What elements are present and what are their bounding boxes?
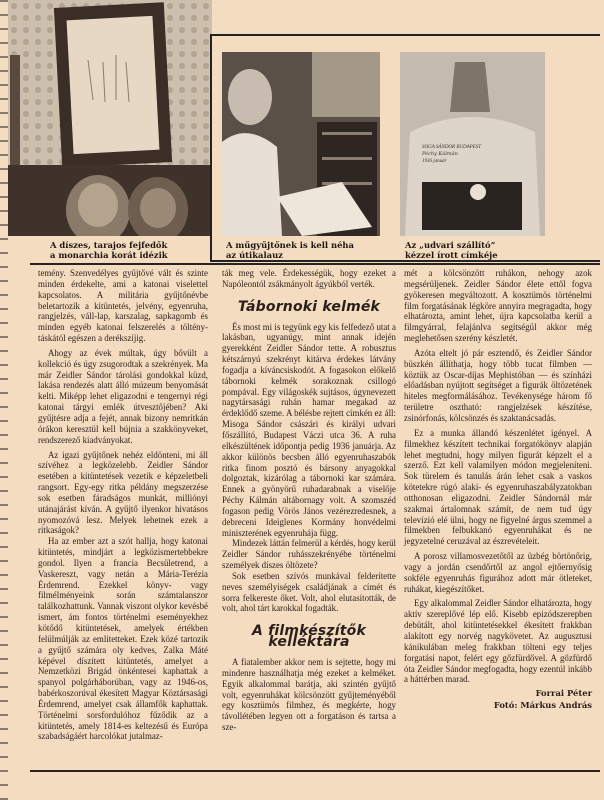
photo-collector-reading bbox=[222, 52, 380, 236]
paragraph: Mindezek láttán felmerül a kérdés, hogy kerül Zeidler Sándor ruhásszekrényébe történelmi személyek díszes öltözete? bbox=[222, 538, 396, 571]
author-byline: Forrai Péter bbox=[535, 688, 592, 699]
section-heading: Tábornoki kelmék bbox=[237, 298, 381, 315]
article-column-1 bbox=[38, 268, 208, 742]
tag-line: SOGA SÁNDOR BUDAPEST bbox=[422, 145, 482, 150]
caption-line: A műgyűjtőnek is kell néha bbox=[226, 240, 354, 250]
paragraph: ták meg vele. Érdekességük, hogy ezeket a Napóleontól zsákmányolt ágyúkból verték. bbox=[222, 268, 396, 289]
paragraph: A fiatalember akkor nem is sejtette, hogy mi mindenre használhatja még ezeket a kelméket. Egyik alkalommal barátja, aki szintén gyűjtő volt, egyenruhákat kölcsönzött gyűjteményéből egy kosztümös filmhez, és megkérte, hogy távollétében legyen ott a forgatáson és tartsa a sze- bbox=[222, 657, 396, 733]
caption-line: Az „udvari szállító” bbox=[405, 240, 496, 250]
caption-right bbox=[405, 240, 498, 260]
paragraph: Sok esetben szívós munkával felderítette neves személyiségek családjának a címét és sorra felkereste őket. Volt, ahol elutasították, de volt, ahol tárt karokkal fogadták. bbox=[222, 570, 396, 614]
article-column-2 bbox=[222, 268, 396, 733]
paragraph: mét a kölcsönzött ruhákon, nehogy azok megsérüljenek. Zeidler Sándor élete ettől fogva gyökeresen megváltozott. A kosztümös történelmi film forgatásának légköre annyira megragadta, hogy elhatározta, amint lehet, újra kapcsolatba kerül a filmgyárral, felajánlva segítségül akkor még meglehetősen szerény készletét. bbox=[404, 268, 592, 344]
caption-middle bbox=[226, 240, 354, 260]
paragraph: Azóta eltelt jó pár esztendő, és Zeidler Sándor büszkén állíthatja, hogy több tucat filmben — köztük az Oscar-díjas Mephistóban — és színházi előadásban nyújtott segítséget a figurák öltözetének hiteles megformálásához. Tevékenysége három fő területre osztható: rangjelzések készítése, zsinórfonás, kölcsönzés és szaktanácsadás. bbox=[404, 347, 592, 423]
section-heading: A filmkészítők kelléktára bbox=[252, 623, 366, 651]
top-rule bbox=[30, 263, 600, 265]
paragraph: Ez a munka állandó készenlétet igényel. A filmekhez készített technikai forgatókönyv alapján lehet megtudni, hogy milyen figurát képzelt el a szerző. Ezt kell valamilyen módon megjeleníteni. Sok türelem és tanulás árán lehet csak a vaskos kötetekre rúgó alaki- és egyenruhaszabályzatokban otthonosan eligazodni. Zeidler Sándornál már szakmai ártalomnak számít, de nem tud úgy televízió elé ülni, hogy ne figyelné árgus szemmel a filmekben felbukkanó egyenruhákat és ne jegyzetelné ceruzával az észrevételeit. bbox=[404, 427, 592, 547]
article-column-3 bbox=[404, 268, 592, 711]
binding-holes bbox=[0, 0, 8, 800]
paragraph: Egy alkalommal Zeidler Sándor elhatározta, hogy aktív szereplővé lép elő. Kisebb epizódszerepben debütált, ahol kitüntetésekkel ékesített frakkban alakított egy norvég nagykövetet. Az augusztusi kánikulában meleg frakkban tölteni egy teljes forgatási napot, felért egy gőzfürdővel. A gőzfürdő óta Zeidler Sándor megfogadta, hogy ezentúl inkább a háttérben marad. bbox=[404, 598, 592, 685]
photo-tailor-label bbox=[400, 52, 545, 236]
photo-helmets bbox=[8, 0, 212, 236]
caption-line: az útikalauz bbox=[226, 250, 283, 260]
paragraph: Ha az ember azt a szót hallja, hogy katonai kitüntetés, mindjárt a legközismertebbekre gondol. Ilyen a francia Becsületrend, a Vaskereszt, vagy netán a Mária-Terézia Érdemrend. Ezekkel könyv- vagy filmélményeink során számtalanszor találkozhattunk. Vannak viszont olykor kevésbé ismert, ám fontos történelmi eseményekhez kötődő kitüntetések, amelyek értékben felülmúlják az említetteket. Ezek közé tartozik a gyűjtő számára oly kedves, Zalka Máté képével díszített kitüntetés, amelyet a Nemzetközi Brigád önkéntesei kaphattak a spanyol polgárháborúban, vagy az 1946-os, babérkoszorúval ékesített Magyar Köztársasági Érdemrend, amelyet csak államfők kaphattak. Történelmi sorsfordulóhoz fűződik az a kitüntetés, amely 1814-es keltezésű és Európa szabadságáért harcolókat jutalmaz- bbox=[38, 536, 208, 742]
paragraph: És most mi is tegyünk egy kis felfedező utat a lakásban, ugyanúgy, mint annak idején gyerekként Zeidler Sándor tette. A robusztus kétszárnyú szekrényt kitárva érdekes látvány fogadja a kíváncsiskodót. A fogasokon előkelő tábornoki kelmék sorakoznak csillogó pompával. Egy világoskék sujtásos, úgynevezett nagytársasági ruhán hamar megakad az érdeklődő szeme. A bélésbe rejtett címkén ez áll: Misoga Sándor császári és királyi udvari főszállító, Budapest Váczi utca 36. A ruha elkészültének időpontja pedig 1936 januárja. Az akkor különös becsben álló egyenruhaszabók ritka finom posztó és bársony anyagokkal dolgoztak, kizárólag a tábornoki kar számára. Ennek a gyönyörű ruhadarabnak a viselője Péchy Kálmán altábornagy volt. A szomszéd fogason pedig Vörös János vezérezredesnek, a debreceni Ideiglenes Kormány honvédelmi miniszterének egyenruhája függ. bbox=[222, 321, 396, 538]
paragraph: A porosz villamosvezetőtől az üzbég börtönőrig, vagy a jordán csendőrtől az angol ejtőernyősig sokféle egyenruhás figurához adott már ötleteket, ruhákat, kiegészítőket. bbox=[404, 551, 592, 594]
bottom-rule bbox=[30, 770, 600, 772]
caption-left bbox=[50, 240, 168, 260]
caption-line: kézzel írott címkéje bbox=[405, 250, 498, 260]
caption-line: A díszes, tarajos fejfedők bbox=[50, 240, 168, 250]
photo-credit: Fotó: Márkus András bbox=[493, 700, 592, 711]
paragraph: Az igazi gyűjtőnek nehéz eldönteni, mi áll szívéhez a legközelebb. Zeidler Sándor esetében a kitüntetések vezetik e képzeletbeli rangsort. Egy-egy ritka példány megszerzése sok esetben fáradságos munkát, milliónyi utánajárást kíván. A gyűjtő ilyenkor hivatásos nyomozóvá lesz. Melyek lehetnek ezek a ritkaságok? bbox=[38, 449, 208, 536]
tag-line: 1936 január bbox=[422, 159, 447, 164]
caption-line: a monarchia korát idézik bbox=[50, 250, 168, 260]
tag-text bbox=[422, 144, 481, 165]
paragraph: temény. Szenvedélyes gyűjtővé vált és szinte minden érdekelte, ami a katonai viselettel kapcsolatos. A militária gyűjtőnévbe beletartozik a kitüntetés, jelvény, egyenruha, rangjelzés, váll-lap, karszalag, sapkagomb és minden egyéb katonai felszerelés a tölténytáskától egészen a derékszíjig. bbox=[38, 268, 208, 344]
tag-line: Péchy Kálmán bbox=[422, 151, 458, 157]
paragraph: Ahogy az évek múltak, úgy bővült a kollekció és úgy zsugorodtak a szekrények. Ma már Zeidler Sándor tárolási gondokkal küzd, lakása rendezés alatt álló múzeum benyomását kelti. Miképp lehet eligazodni e tengernyi régi katonai tárgyi emlék útvesztőjében? Aki gyűjtésre adja a fejét, annak bizony nemritkán órákon keresztül kell bújnia a szakkönyveket, rendszerező kiadványokat. bbox=[38, 347, 208, 445]
